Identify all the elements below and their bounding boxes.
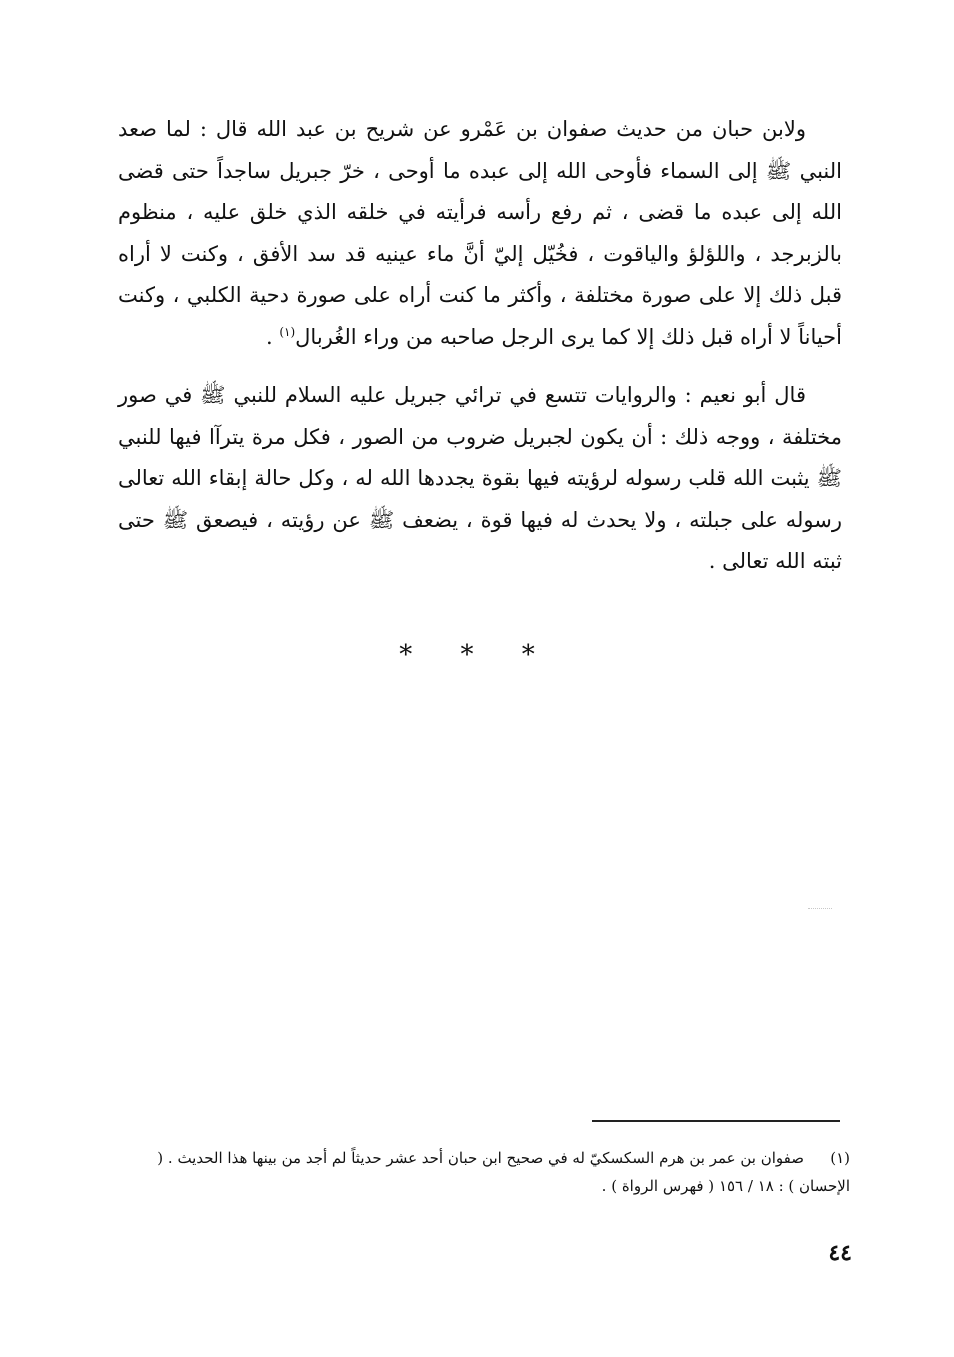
paragraph-1-text: ولابن حبان من حديث صفوان بن عَمْرو عن شريح بن عبد الله قال : لما صعد النبي ﷺ إلى السماء فأوحى الله إلى عبده ما أوحى ، خرّ جبريل ساجداً حتى قضى الله إلى عبده ما قضى ، ثم رفع رأسه فرأيته في خلقه الذي خلق عليه ، منظوم بالزبرجد ، واللؤلؤ والياقوت ، فخُيّل إليّ أنَّ ماء عينيه قد سد الأفق ، وكنت لا أراه قبل ذلك إلا على صورة مختلفة ، وأكثر ما كنت أراه على صورة دحية الكلبي ، وكنت أحياناً لا أراه قبل ذلك إلا كما يرى الرجل صاحبه من وراء الغُربال <box>118 117 842 349</box>
footnote-reference[interactable]: (١) <box>279 324 296 339</box>
page-number: ٤٤ <box>828 1240 852 1266</box>
footnote-number: (١) <box>830 1149 850 1167</box>
paragraph-1 <box>118 109 842 358</box>
paragraph-1-ending: . <box>265 324 280 349</box>
paragraph-2 <box>118 375 842 583</box>
section-separator: * * * <box>399 640 555 670</box>
footnote-divider <box>592 1120 840 1122</box>
footnote-text: صفوان بن عمر بن هرم السكسكيّ له في صحيح ابن حبان أحد عشر حديثاً لم أجد من بينها هذا الحديث . ( الإحسان ) : ١٨ / ١٥٦ ( فهرس الرواة ) . <box>157 1149 850 1195</box>
footnote <box>118 1144 850 1200</box>
scan-artifact <box>808 908 832 909</box>
paragraph-2-text: قال أبو نعيم : والروايات تتسع في ترائي جبريل عليه السلام للنبي ﷺ في صور مختلفة ، ووجه ذلك : أن يكون لجبريل ضروب من الصور ، فكل مرة يترآا فيها للنبي ﷺ يثبت الله قلب رسوله لرؤيته فيها بقوة يجددها الله له ، وكل حالة إبقاء الله تعالى رسوله على جبلته ، ولا يحدث له فيها قوة ، يضعف ﷺ عن رؤيته ، فيصعق ﷺ حتى ثبته الله تعالى . <box>118 383 842 573</box>
